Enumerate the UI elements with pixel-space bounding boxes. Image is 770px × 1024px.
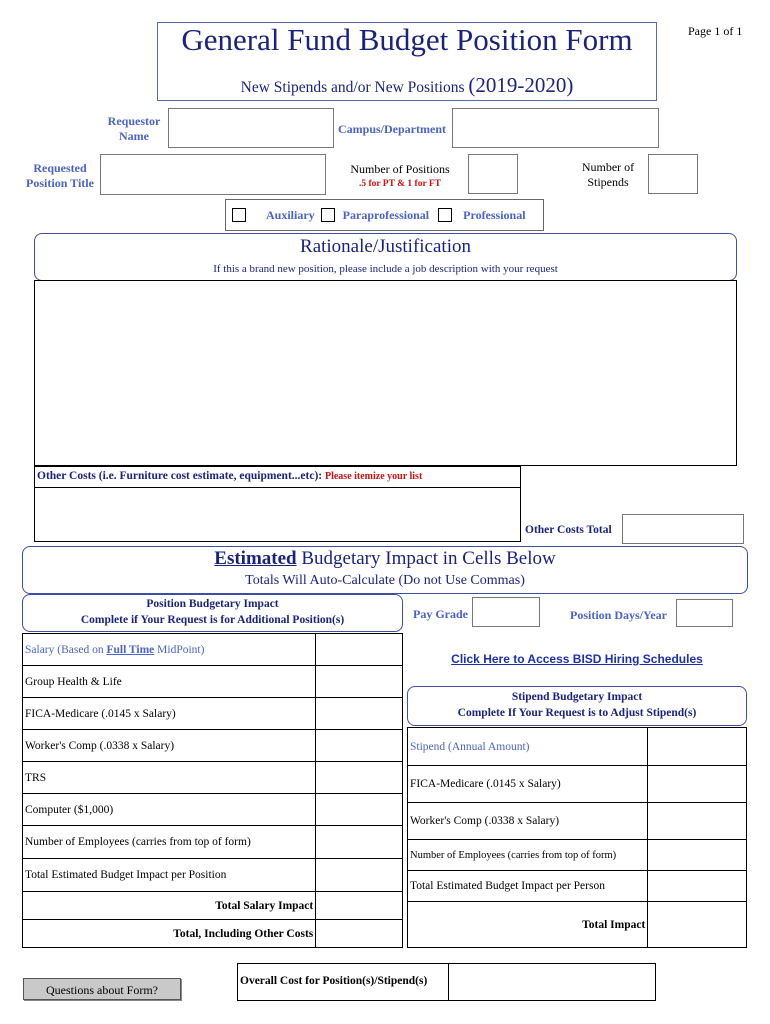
num-stipends-line1: Number of [581,160,635,174]
row-label: FICA-Medicare (.0145 x Salary) [408,766,648,803]
table-row [408,766,747,803]
num-stipends-label [574,160,642,190]
table-row [23,730,403,762]
impact-title [22,548,748,570]
category-row [225,199,544,231]
salary-label [23,634,316,666]
hiring-schedules-link[interactable]: Click Here to Access BISD Hiring Schedules [451,652,703,666]
requestor-label [100,114,168,144]
row-label: TRS [23,762,316,794]
row-label: Worker's Comp (.0338 x Salary) [408,803,648,840]
row-label: Number of Employees (carries from top of form) [408,840,648,871]
table-row [408,728,747,766]
total-impact-value [648,902,747,948]
salary-input[interactable] [316,634,403,666]
page-number: Page 1 of 1 [688,24,743,38]
requested-position-title-input[interactable] [100,154,326,195]
value-cell [316,698,403,730]
form-title: General Fund Budget Position Form [181,22,633,57]
value-cell [316,762,403,794]
table-row [23,698,403,730]
value-cell [648,871,747,902]
num-stipends-line2: Stipends [587,175,629,189]
table-row [408,902,747,948]
table-row [408,871,747,902]
stipend-label: Stipend (Annual Amount) [408,728,648,766]
num-stipends-input[interactable] [648,154,698,194]
subtitle-text: New Stipends and/or New Positions [240,79,465,96]
value-cell [316,666,403,698]
table-row [23,920,403,948]
stipend-impact-title: Stipend Budgetary Impact [511,691,643,703]
value-cell [316,826,403,859]
year-range: (2019-2020) [468,73,574,97]
other-costs-label-row [37,470,422,482]
total-other-value [316,920,403,948]
row-label: Total Estimated Budget Impact per Person [408,871,648,902]
impact-title-rest: Budgetary Impact in Cells Below [296,548,556,569]
requestor-name-input[interactable] [168,108,334,148]
table-row [23,762,403,794]
value-cell [316,794,403,826]
total-salary-label: Total Salary Impact [23,892,316,920]
total-salary-value [316,892,403,920]
table-row [23,826,403,859]
stipend-impact-table [407,727,747,948]
value-cell [316,859,403,892]
campus-label: Campus/Department [338,122,446,136]
num-positions-label: Number of Positions [350,162,450,176]
paraprofessional-checkbox[interactable] [321,208,335,222]
rationale-note: If this a brand new position, please include a job description with your request [213,263,558,275]
form-subtitle [157,73,657,98]
requested-label-line1: Requested [33,161,87,175]
row-label: Group Health & Life [23,666,316,698]
total-other-label: Total, Including Other Costs [23,920,316,948]
other-costs-total-input[interactable] [622,514,744,544]
pay-grade-input[interactable] [472,597,540,627]
overall-cost-value [449,964,655,1000]
table-row [23,892,403,920]
requested-label-line2: Position Title [26,176,94,190]
rationale-textarea[interactable] [34,280,737,466]
questions-button[interactable]: Questions about Form? [23,978,181,1000]
value-cell [316,730,403,762]
stipend-input[interactable] [648,728,747,766]
salary-prefix: Salary (Based on [25,643,107,656]
row-label: Worker's Comp (.0338 x Salary) [23,730,316,762]
requestor-label-line1: Requestor [107,114,161,128]
campus-department-input[interactable] [452,108,659,148]
num-positions-input[interactable] [468,154,518,194]
total-impact-label: Total Impact [408,902,648,948]
auxiliary-label: Auxiliary [266,207,315,222]
salary-suffix: MidPoint) [154,643,205,656]
row-label: Number of Employees (carries from top of form) [23,826,316,859]
row-label: FICA-Medicare (.0145 x Salary) [23,698,316,730]
full-time-link[interactable]: Full Time [106,643,155,656]
professional-checkbox[interactable] [438,208,452,222]
requested-title-label [20,161,100,191]
row-label: Total Estimated Budget Impact per Position [23,859,316,892]
pay-grade-label: Pay Grade [413,607,468,621]
overall-cost-label: Overall Cost for Position(s)/Stipend(s) [240,975,428,987]
other-costs-note: Please itemize your list [324,471,423,482]
professional-label: Professional [463,207,526,222]
position-impact-table [22,633,403,948]
other-costs-total-label: Other Costs Total [525,524,612,536]
auxiliary-checkbox[interactable] [232,208,246,222]
table-row [23,794,403,826]
num-positions-note: .5 for PT & 1 for FT [358,179,442,189]
other-costs-divider [34,487,521,488]
position-impact-title: Position Budgetary Impact [146,598,279,610]
row-label: Computer ($1,000) [23,794,316,826]
value-cell [648,840,747,871]
impact-title-bold: Estimated [214,548,297,569]
table-row [23,634,403,666]
table-row [23,859,403,892]
rationale-title: Rationale/Justification [300,236,471,257]
position-impact-subtitle: Complete if Your Request is for Additional Position(s) [80,614,345,626]
value-cell [648,803,747,840]
table-row [408,803,747,840]
value-cell [648,766,747,803]
position-days-input[interactable] [676,599,733,627]
impact-subtitle: Totals Will Auto-Calculate (Do not Use Commas) [245,573,525,588]
stipend-impact-subtitle: Complete If Your Request is to Adjust Stipend(s) [457,707,697,719]
position-days-label: Position Days/Year [570,608,667,622]
requestor-label-line2: Name [119,129,149,143]
table-row [23,666,403,698]
paraprofessional-label: Paraprofessional [342,207,430,222]
table-row [408,840,747,871]
other-costs-label: Other Costs (i.e. Furniture cost estimate, equipment...etc): [37,470,323,482]
